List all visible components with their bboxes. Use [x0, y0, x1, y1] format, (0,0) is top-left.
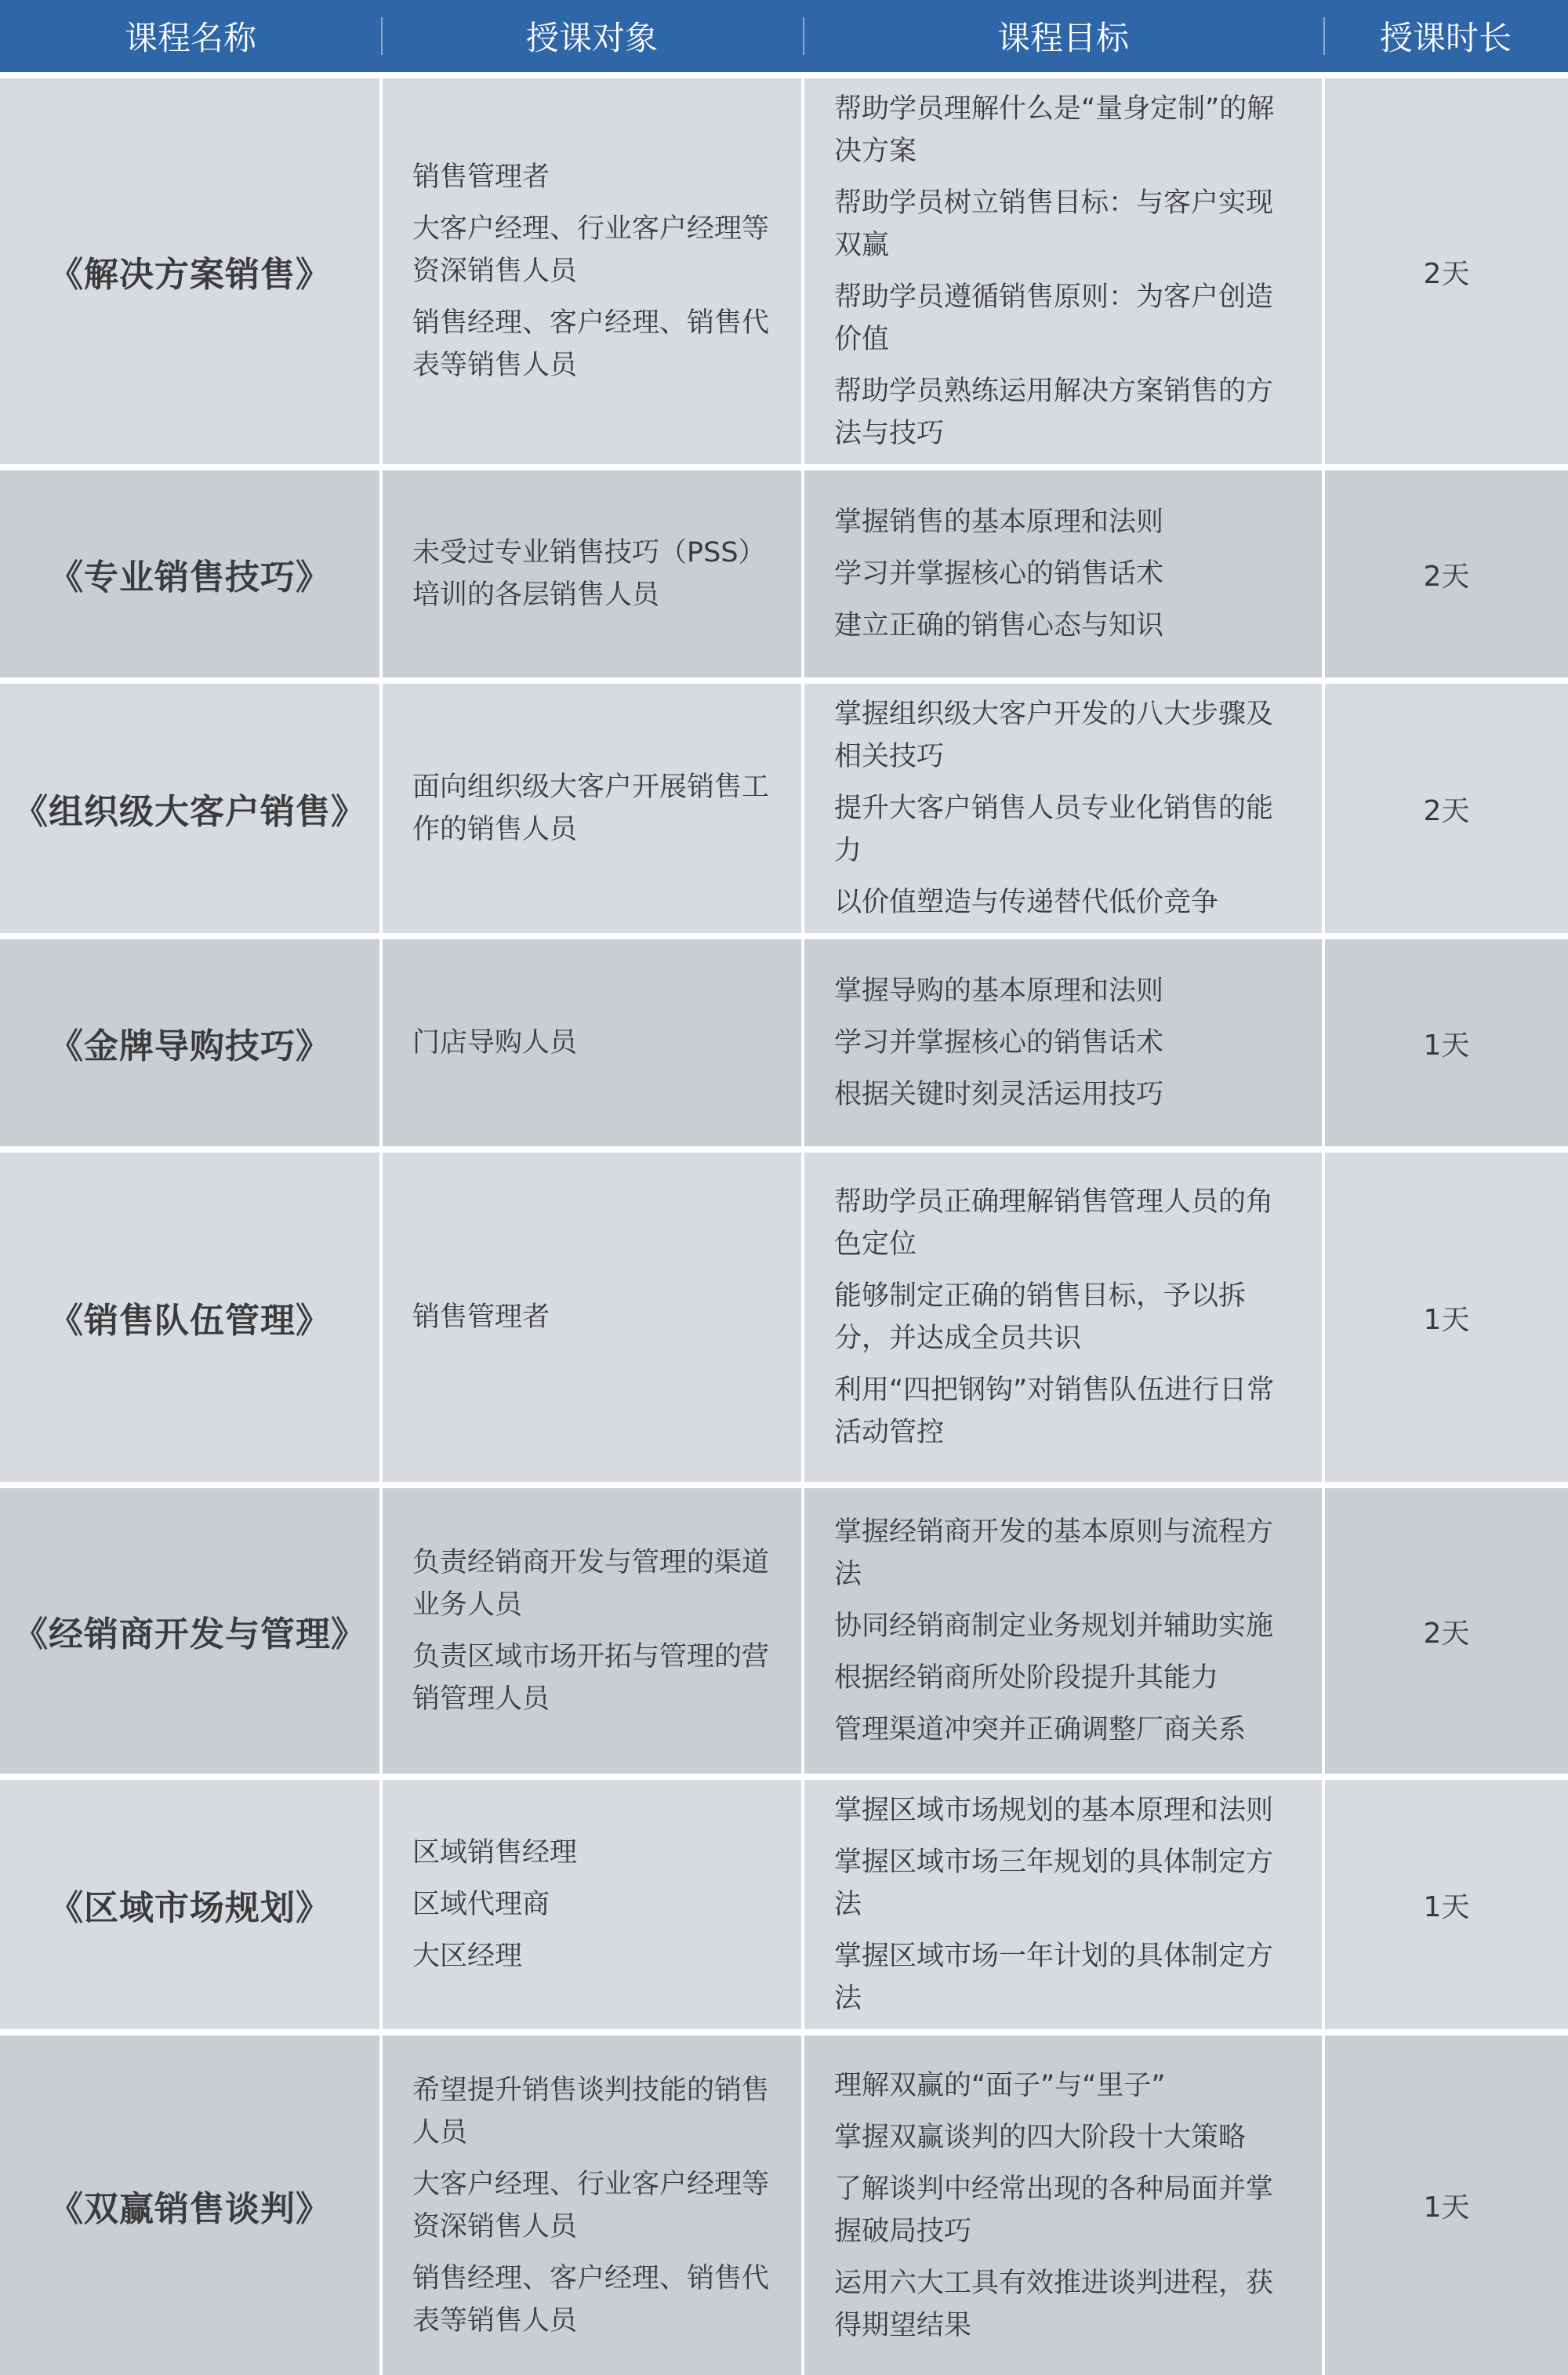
objective-item: 掌握销售的基本原理和法则: [834, 507, 1164, 538]
audience-item: 销售经理、客户经理、销售代表等销售人员: [412, 2262, 770, 2337]
audience-item: 大客户经理、行业客户经理等资深销售人员: [412, 2168, 770, 2242]
audience-item: 大区经理: [412, 1941, 523, 1972]
header-course-name: 课程名称: [0, 0, 381, 72]
objectives-list: [834, 1511, 1298, 1751]
objective-item: 理解双赢的“面子”与“里子”: [834, 2069, 1166, 2101]
objective-item: 掌握区域市场规划的基本原理和法则: [834, 1795, 1274, 1826]
table-row: [0, 2035, 1568, 2375]
objective-item: 根据经销商所处阶段提升其能力: [834, 1662, 1219, 1694]
audience-cell: [381, 939, 803, 1146]
objective-item: 利用“四把钢钩”对销售队伍进行日常活动管控: [834, 1375, 1275, 1448]
table-body: [0, 78, 1568, 2375]
objective-item: 学习并掌握核心的销售话术: [834, 1027, 1164, 1059]
objective-item: 以价值塑造与传递替代低价竞争: [834, 887, 1219, 918]
table-row: [0, 470, 1568, 677]
audience-list: [412, 1542, 778, 1720]
objective-item: 掌握经销商开发的基本原则与流程方法: [834, 1516, 1274, 1590]
duration-cell: 2天: [1323, 470, 1568, 677]
audience-item: 未受过专业销售技巧（PSS）培训的各层销售人员: [412, 537, 766, 611]
course-name-cell: 《双赢销售谈判》: [0, 2035, 381, 2375]
audience-list: [412, 1296, 778, 1338]
table-row: [0, 78, 1568, 464]
objective-item: 帮助学员正确理解销售管理人员的角色定位: [834, 1186, 1274, 1260]
duration-cell: 1天: [1323, 1153, 1568, 1482]
objective-item: 建立正确的销售心态与知识: [834, 610, 1164, 641]
objective-item: 掌握导购的基本原理和法则: [834, 975, 1164, 1007]
objective-item: 协同经销商制定业务规划并辅助实施: [834, 1611, 1274, 1642]
audience-list: [412, 532, 778, 616]
objectives-cell: [803, 684, 1323, 933]
header-objectives: 课程目标: [803, 0, 1323, 72]
table-row: [0, 1780, 1568, 2029]
objective-item: 提升大客户销售人员专业化销售的能力: [834, 793, 1274, 866]
objective-item: 运用六大工具有效推进谈判进程，获得期望结果: [834, 2267, 1274, 2341]
duration-cell: 1天: [1323, 1780, 1568, 2029]
objective-item: 掌握双赢谈判的四大阶段十大策略: [834, 2121, 1247, 2153]
objective-item: 帮助学员熟练运用解决方案销售的方法与技巧: [834, 376, 1274, 449]
duration-cell: 2天: [1323, 1488, 1568, 1774]
audience-cell: [381, 1488, 803, 1774]
duration-cell: 2天: [1323, 78, 1568, 464]
objective-item: 帮助学员树立销售目标：与客户实现双赢: [834, 187, 1274, 261]
audience-item: 面向组织级大客户开展销售工作的销售人员: [412, 772, 770, 845]
row-spacer: [0, 464, 1568, 470]
objectives-list: [834, 970, 1298, 1116]
objective-item: 学习并掌握核心的销售话术: [834, 558, 1164, 590]
objective-item: 掌握组织级大客户开发的八大步骤及相关技巧: [834, 699, 1274, 772]
objectives-list: [834, 1181, 1298, 1454]
duration-cell: 1天: [1323, 2035, 1568, 2375]
objective-item: 掌握区域市场一年计划的具体制定方法: [834, 1941, 1274, 2014]
audience-list: [412, 2069, 778, 2342]
audience-cell: [381, 1780, 803, 2029]
audience-cell: [381, 78, 803, 464]
audience-item: 希望提升销售谈判技能的销售人员: [412, 2074, 770, 2148]
objectives-cell: [803, 939, 1323, 1146]
audience-list: [412, 1832, 778, 1977]
audience-item: 区域销售经理: [412, 1837, 578, 1868]
objectives-cell: [803, 470, 1323, 677]
objectives-cell: [803, 1780, 1323, 2029]
table-row: [0, 684, 1568, 933]
audience-item: 大客户经理、行业客户经理等资深销售人员: [412, 213, 770, 287]
course-name-cell: 《区域市场规划》: [0, 1780, 381, 2029]
audience-item: 区域代理商: [412, 1889, 550, 1920]
audience-item: 销售经理、客户经理、销售代表等销售人员: [412, 307, 770, 381]
audience-cell: [381, 470, 803, 677]
course-name-cell: 《专业销售技巧》: [0, 470, 381, 677]
objectives-list: [834, 88, 1298, 455]
objective-item: 帮助学员理解什么是“量身定制”的解决方案: [834, 93, 1275, 167]
objectives-cell: [803, 1153, 1323, 1482]
audience-item: 负责经销商开发与管理的渠道业务人员: [412, 1547, 770, 1621]
objective-item: 能够制定正确的销售目标，予以拆分，并达成全员共识: [834, 1280, 1247, 1354]
duration-cell: 1天: [1323, 939, 1568, 1146]
audience-list: [412, 1022, 778, 1064]
objectives-list: [834, 501, 1298, 647]
objectives-cell: [803, 78, 1323, 464]
audience-cell: [381, 2035, 803, 2375]
objectives-list: [834, 2065, 1298, 2347]
row-spacer: [0, 1146, 1568, 1153]
header-duration: 授课时长: [1323, 0, 1568, 72]
header-spacer: [0, 72, 1568, 78]
course-name-cell: 《经销商开发与管理》: [0, 1488, 381, 1774]
course-name-cell: 《组织级大客户销售》: [0, 684, 381, 933]
table-row: [0, 1153, 1568, 1482]
audience-cell: [381, 684, 803, 933]
audience-list: [412, 156, 778, 387]
objective-item: 管理渠道冲突并正确调整厂商关系: [834, 1714, 1247, 1745]
row-spacer: [0, 933, 1568, 939]
objective-item: 根据关键时刻灵活运用技巧: [834, 1079, 1164, 1110]
course-name-cell: 《金牌导购技巧》: [0, 939, 381, 1146]
objective-item: 帮助学员遵循销售原则：为客户创造价值: [834, 281, 1274, 355]
table-row: [0, 939, 1568, 1146]
header-audience: 授课对象: [381, 0, 803, 72]
audience-cell: [381, 1153, 803, 1482]
table-header-row: [0, 0, 1568, 72]
audience-list: [412, 766, 778, 851]
row-spacer: [0, 1774, 1568, 1780]
audience-item: 负责区域市场开拓与管理的营销管理人员: [412, 1641, 770, 1715]
audience-item: 销售管理者: [412, 162, 550, 193]
course-name-cell: 《销售队伍管理》: [0, 1153, 381, 1482]
duration-cell: 2天: [1323, 684, 1568, 933]
table-row: [0, 1488, 1568, 1774]
objective-item: 了解谈判中经常出现的各种局面并掌握破局技巧: [834, 2173, 1274, 2247]
row-spacer: [0, 677, 1568, 684]
objectives-list: [834, 693, 1298, 924]
objective-item: 掌握区域市场三年规划的具体制定方法: [834, 1847, 1274, 1920]
audience-item: 门店导购人员: [412, 1027, 578, 1059]
objectives-cell: [803, 1488, 1323, 1774]
audience-item: 销售管理者: [412, 1302, 550, 1333]
objectives-cell: [803, 2035, 1323, 2375]
course-name-cell: 《解决方案销售》: [0, 78, 381, 464]
row-spacer: [0, 1482, 1568, 1488]
objectives-list: [834, 1789, 1298, 2020]
row-spacer: [0, 2029, 1568, 2035]
